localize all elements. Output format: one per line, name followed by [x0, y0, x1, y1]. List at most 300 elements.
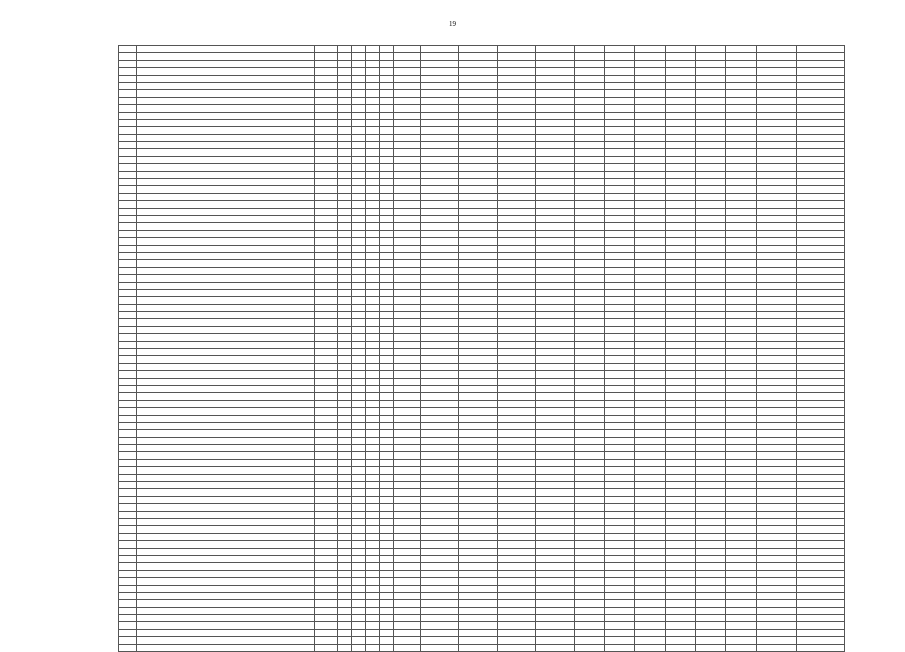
- table-cell: [459, 349, 497, 356]
- table-cell: [459, 319, 497, 326]
- table-cell: [665, 637, 695, 644]
- table-cell: [459, 112, 497, 119]
- table-cell: [337, 504, 351, 511]
- table-cell: [337, 46, 351, 53]
- table-cell: [797, 555, 845, 562]
- table-cell: [696, 208, 726, 215]
- table-row: [119, 459, 845, 466]
- table-cell: [604, 371, 634, 378]
- table-cell: [604, 289, 634, 296]
- table-cell: [497, 430, 535, 437]
- table-cell: [315, 629, 337, 636]
- table-cell: [756, 60, 797, 67]
- table-cell: [315, 519, 337, 526]
- table-cell: [726, 482, 756, 489]
- table-cell: [380, 208, 394, 215]
- table-cell: [337, 282, 351, 289]
- table-cell: [137, 142, 315, 149]
- table-cell: [797, 334, 845, 341]
- table-cell: [536, 267, 574, 274]
- table-cell: [696, 570, 726, 577]
- table-cell: [420, 496, 458, 503]
- table-cell: [394, 119, 420, 126]
- table-cell: [366, 90, 380, 97]
- table-cell: [665, 90, 695, 97]
- table-cell: [337, 563, 351, 570]
- table-cell: [119, 349, 137, 356]
- table-cell: [366, 467, 380, 474]
- table-cell: [337, 615, 351, 622]
- table-cell: [726, 600, 756, 607]
- table-cell: [366, 519, 380, 526]
- table-cell: [337, 385, 351, 392]
- table-cell: [604, 393, 634, 400]
- table-cell: [665, 482, 695, 489]
- table-cell: [315, 459, 337, 466]
- table-cell: [351, 112, 365, 119]
- register-body: [119, 46, 845, 652]
- table-cell: [459, 363, 497, 370]
- table-cell: [380, 149, 394, 156]
- table-cell: [337, 600, 351, 607]
- table-cell: [574, 119, 604, 126]
- table-cell: [726, 97, 756, 104]
- table-cell: [366, 541, 380, 548]
- table-cell: [137, 171, 315, 178]
- table-cell: [604, 430, 634, 437]
- table-cell: [315, 68, 337, 75]
- table-cell: [119, 570, 137, 577]
- table-cell: [497, 385, 535, 392]
- table-cell: [604, 496, 634, 503]
- table-cell: [497, 53, 535, 60]
- table-cell: [459, 75, 497, 82]
- table-cell: [351, 90, 365, 97]
- table-cell: [635, 134, 665, 141]
- table-cell: [604, 341, 634, 348]
- table-cell: [459, 541, 497, 548]
- table-cell: [315, 223, 337, 230]
- table-cell: [351, 238, 365, 245]
- table-cell: [497, 312, 535, 319]
- table-cell: [604, 326, 634, 333]
- table-cell: [119, 607, 137, 614]
- table-cell: [536, 585, 574, 592]
- table-cell: [726, 385, 756, 392]
- table-cell: [351, 230, 365, 237]
- table-cell: [756, 223, 797, 230]
- table-cell: [315, 563, 337, 570]
- table-cell: [635, 238, 665, 245]
- table-cell: [315, 112, 337, 119]
- table-cell: [351, 312, 365, 319]
- table-cell: [394, 459, 420, 466]
- table-cell: [797, 393, 845, 400]
- table-cell: [536, 341, 574, 348]
- table-cell: [315, 193, 337, 200]
- table-row: [119, 467, 845, 474]
- table-cell: [665, 422, 695, 429]
- table-cell: [380, 548, 394, 555]
- table-cell: [459, 97, 497, 104]
- table-cell: [574, 238, 604, 245]
- table-cell: [726, 326, 756, 333]
- table-cell: [574, 363, 604, 370]
- table-cell: [574, 511, 604, 518]
- table-cell: [497, 326, 535, 333]
- table-cell: [756, 164, 797, 171]
- table-cell: [497, 252, 535, 259]
- table-cell: [635, 437, 665, 444]
- table-cell: [536, 312, 574, 319]
- table-cell: [536, 75, 574, 82]
- table-cell: [574, 445, 604, 452]
- table-row: [119, 445, 845, 452]
- table-cell: [604, 578, 634, 585]
- table-cell: [420, 629, 458, 636]
- table-cell: [420, 149, 458, 156]
- table-cell: [726, 467, 756, 474]
- table-cell: [351, 341, 365, 348]
- table-cell: [696, 312, 726, 319]
- table-cell: [635, 467, 665, 474]
- table-cell: [119, 533, 137, 540]
- table-cell: [665, 415, 695, 422]
- table-cell: [604, 267, 634, 274]
- table-cell: [420, 563, 458, 570]
- table-cell: [366, 459, 380, 466]
- table-cell: [574, 526, 604, 533]
- table-cell: [696, 238, 726, 245]
- table-cell: [665, 260, 695, 267]
- table-cell: [604, 75, 634, 82]
- table-cell: [351, 119, 365, 126]
- table-cell: [337, 489, 351, 496]
- table-cell: [536, 46, 574, 53]
- table-cell: [394, 142, 420, 149]
- table-cell: [497, 541, 535, 548]
- table-cell: [497, 134, 535, 141]
- table-cell: [574, 408, 604, 415]
- table-cell: [137, 570, 315, 577]
- table-cell: [394, 275, 420, 282]
- table-cell: [635, 644, 665, 651]
- table-cell: [459, 378, 497, 385]
- table-cell: [394, 68, 420, 75]
- table-cell: [366, 341, 380, 348]
- table-cell: [119, 437, 137, 444]
- table-cell: [756, 533, 797, 540]
- table-cell: [459, 430, 497, 437]
- table-cell: [315, 437, 337, 444]
- table-cell: [394, 548, 420, 555]
- table-cell: [366, 75, 380, 82]
- table-cell: [315, 570, 337, 577]
- table-cell: [635, 267, 665, 274]
- table-cell: [665, 452, 695, 459]
- table-cell: [394, 533, 420, 540]
- table-cell: [315, 578, 337, 585]
- table-cell: [665, 467, 695, 474]
- table-cell: [380, 393, 394, 400]
- table-cell: [119, 119, 137, 126]
- table-cell: [337, 186, 351, 193]
- table-cell: [726, 193, 756, 200]
- table-cell: [420, 164, 458, 171]
- table-cell: [119, 186, 137, 193]
- table-cell: [536, 215, 574, 222]
- table-cell: [797, 341, 845, 348]
- table-cell: [497, 533, 535, 540]
- table-cell: [604, 592, 634, 599]
- table-cell: [337, 90, 351, 97]
- table-cell: [756, 489, 797, 496]
- table-cell: [797, 208, 845, 215]
- table-cell: [380, 482, 394, 489]
- table-cell: [797, 578, 845, 585]
- table-cell: [337, 275, 351, 282]
- table-cell: [380, 164, 394, 171]
- table-cell: [366, 452, 380, 459]
- table-cell: [119, 415, 137, 422]
- table-cell: [797, 134, 845, 141]
- table-cell: [351, 326, 365, 333]
- table-cell: [665, 400, 695, 407]
- table-cell: [536, 607, 574, 614]
- table-cell: [665, 105, 695, 112]
- table-cell: [797, 68, 845, 75]
- table-cell: [696, 644, 726, 651]
- table-cell: [665, 252, 695, 259]
- table-cell: [604, 312, 634, 319]
- table-cell: [366, 245, 380, 252]
- table-cell: [497, 445, 535, 452]
- table-cell: [366, 578, 380, 585]
- table-cell: [574, 319, 604, 326]
- table-cell: [337, 422, 351, 429]
- table-cell: [380, 156, 394, 163]
- table-cell: [366, 356, 380, 363]
- table-row: [119, 430, 845, 437]
- table-cell: [696, 563, 726, 570]
- table-cell: [366, 275, 380, 282]
- table-cell: [351, 555, 365, 562]
- table-cell: [420, 570, 458, 577]
- table-cell: [137, 415, 315, 422]
- table-cell: [119, 578, 137, 585]
- table-cell: [420, 585, 458, 592]
- table-cell: [420, 186, 458, 193]
- table-cell: [696, 171, 726, 178]
- table-cell: [726, 555, 756, 562]
- table-cell: [394, 312, 420, 319]
- table-cell: [366, 482, 380, 489]
- table-cell: [604, 127, 634, 134]
- table-cell: [420, 223, 458, 230]
- table-cell: [459, 297, 497, 304]
- table-row: [119, 223, 845, 230]
- table-cell: [315, 127, 337, 134]
- table-cell: [137, 422, 315, 429]
- table-cell: [536, 570, 574, 577]
- table-cell: [574, 629, 604, 636]
- table-cell: [797, 430, 845, 437]
- table-cell: [604, 607, 634, 614]
- table-cell: [351, 629, 365, 636]
- table-cell: [420, 363, 458, 370]
- table-cell: [394, 349, 420, 356]
- table-cell: [459, 592, 497, 599]
- table-cell: [574, 400, 604, 407]
- table-cell: [665, 156, 695, 163]
- table-cell: [635, 607, 665, 614]
- table-cell: [635, 60, 665, 67]
- table-cell: [351, 75, 365, 82]
- table-cell: [137, 223, 315, 230]
- table-row: [119, 326, 845, 333]
- table-cell: [315, 615, 337, 622]
- table-cell: [635, 164, 665, 171]
- table-cell: [635, 334, 665, 341]
- table-cell: [380, 252, 394, 259]
- table-cell: [380, 526, 394, 533]
- table-cell: [604, 319, 634, 326]
- table-cell: [696, 267, 726, 274]
- table-cell: [459, 637, 497, 644]
- table-cell: [380, 134, 394, 141]
- table-cell: [696, 622, 726, 629]
- table-cell: [337, 555, 351, 562]
- table-cell: [459, 156, 497, 163]
- table-cell: [337, 378, 351, 385]
- table-cell: [137, 452, 315, 459]
- table-cell: [420, 400, 458, 407]
- table-cell: [337, 415, 351, 422]
- table-cell: [797, 378, 845, 385]
- table-cell: [497, 378, 535, 385]
- table-cell: [497, 97, 535, 104]
- table-cell: [315, 186, 337, 193]
- table-cell: [315, 474, 337, 481]
- table-cell: [665, 341, 695, 348]
- table-cell: [394, 97, 420, 104]
- table-cell: [756, 319, 797, 326]
- table-row: [119, 622, 845, 629]
- table-cell: [315, 105, 337, 112]
- table-cell: [459, 408, 497, 415]
- table-cell: [394, 201, 420, 208]
- table-cell: [536, 592, 574, 599]
- table-cell: [337, 75, 351, 82]
- table-cell: [380, 297, 394, 304]
- table-row: [119, 82, 845, 89]
- table-cell: [536, 186, 574, 193]
- table-cell: [337, 363, 351, 370]
- table-cell: [574, 467, 604, 474]
- table-cell: [420, 312, 458, 319]
- table-cell: [726, 90, 756, 97]
- table-cell: [394, 171, 420, 178]
- table-cell: [797, 97, 845, 104]
- table-cell: [380, 142, 394, 149]
- table-cell: [137, 629, 315, 636]
- table-cell: [366, 629, 380, 636]
- table-cell: [604, 156, 634, 163]
- table-cell: [137, 119, 315, 126]
- table-cell: [366, 415, 380, 422]
- table-cell: [726, 415, 756, 422]
- table-cell: [366, 437, 380, 444]
- table-cell: [665, 82, 695, 89]
- table-cell: [497, 223, 535, 230]
- table-cell: [536, 437, 574, 444]
- table-cell: [337, 519, 351, 526]
- table-cell: [459, 171, 497, 178]
- table-cell: [380, 267, 394, 274]
- table-cell: [536, 511, 574, 518]
- table-cell: [315, 149, 337, 156]
- table-cell: [337, 223, 351, 230]
- table-cell: [380, 467, 394, 474]
- table-cell: [497, 600, 535, 607]
- table-cell: [459, 46, 497, 53]
- table-cell: [394, 563, 420, 570]
- table-cell: [726, 201, 756, 208]
- table-cell: [497, 555, 535, 562]
- table-cell: [351, 526, 365, 533]
- table-cell: [635, 637, 665, 644]
- table-cell: [380, 356, 394, 363]
- table-cell: [380, 496, 394, 503]
- table-cell: [137, 541, 315, 548]
- table-cell: [756, 82, 797, 89]
- table-cell: [459, 267, 497, 274]
- table-cell: [635, 304, 665, 311]
- table-row: [119, 164, 845, 171]
- table-cell: [797, 385, 845, 392]
- table-cell: [459, 563, 497, 570]
- table-cell: [315, 215, 337, 222]
- table-cell: [366, 201, 380, 208]
- table-cell: [665, 504, 695, 511]
- table-cell: [137, 275, 315, 282]
- table-cell: [696, 319, 726, 326]
- table-cell: [497, 482, 535, 489]
- table-cell: [497, 474, 535, 481]
- table-cell: [394, 629, 420, 636]
- table-cell: [726, 171, 756, 178]
- table-cell: [574, 46, 604, 53]
- table-cell: [315, 356, 337, 363]
- table-row: [119, 511, 845, 518]
- table-cell: [574, 615, 604, 622]
- table-row: [119, 496, 845, 503]
- table-cell: [536, 260, 574, 267]
- table-cell: [797, 238, 845, 245]
- table-cell: [366, 142, 380, 149]
- table-cell: [497, 193, 535, 200]
- table-cell: [459, 238, 497, 245]
- table-cell: [635, 489, 665, 496]
- table-cell: [315, 393, 337, 400]
- table-cell: [119, 201, 137, 208]
- table-cell: [380, 474, 394, 481]
- table-cell: [459, 245, 497, 252]
- table-cell: [497, 90, 535, 97]
- table-cell: [696, 356, 726, 363]
- table-cell: [351, 46, 365, 53]
- table-cell: [137, 393, 315, 400]
